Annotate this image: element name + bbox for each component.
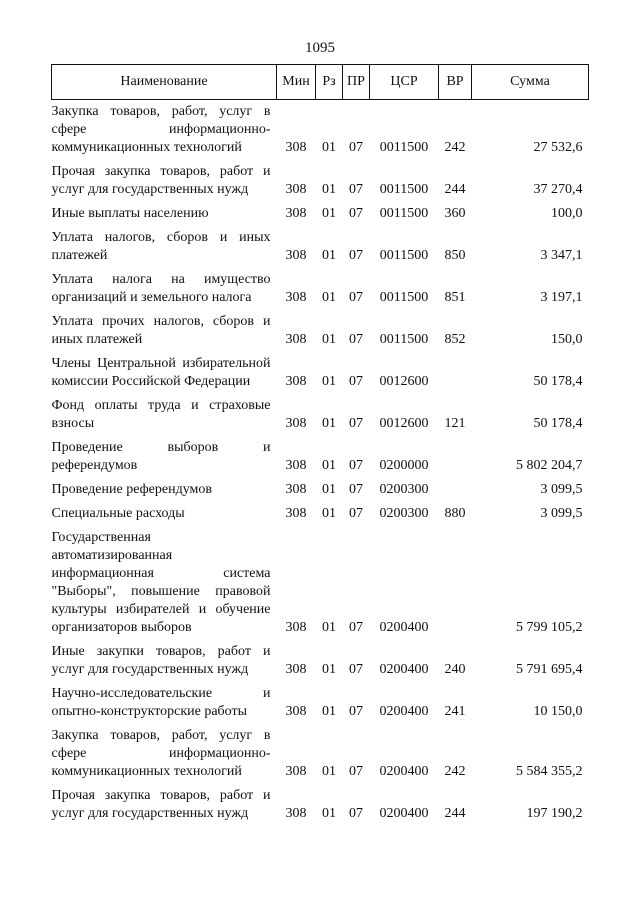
- cell-csr: 0011500: [379, 290, 429, 305]
- cell-rz: 01: [322, 662, 336, 677]
- cell-csr: 0200000: [379, 458, 429, 473]
- cell-name: Прочая закупка товаров, работ и услуг для государственных нужд: [51, 164, 271, 197]
- table-row: [52, 682, 589, 724]
- cell-csr: 0200400: [379, 806, 429, 821]
- cell-rz: 01: [322, 704, 336, 719]
- cell-rz: 01: [322, 248, 336, 263]
- cell-vr: 244: [444, 806, 466, 821]
- cell-vr: 880: [444, 506, 466, 521]
- cell-csr: 0011500: [379, 206, 429, 221]
- cell-csr: 0200400: [379, 662, 429, 677]
- column-header-sum: Сумма: [472, 65, 589, 100]
- cell-csr: 0200400: [379, 764, 429, 779]
- cell-sum: 50 178,4: [533, 374, 583, 389]
- cell-sum: 5 799 105,2: [516, 620, 583, 635]
- cell-pr: 07: [349, 332, 363, 347]
- cell-vr: 244: [444, 182, 466, 197]
- cell-name: Иные закупки товаров, работ и услуг для государственных нужд: [51, 644, 271, 677]
- budget-table: [51, 64, 589, 826]
- cell-pr: 07: [349, 374, 363, 389]
- cell-vr: [439, 436, 472, 478]
- cell-name: Члены Центральной избирательной комиссии Российской Федерации: [51, 356, 271, 389]
- cell-name: Прочая закупка товаров, работ и услуг для государственных нужд: [51, 788, 271, 821]
- cell-pr: 07: [349, 482, 363, 497]
- cell-pr: 07: [349, 182, 363, 197]
- cell-csr: 0200300: [379, 506, 429, 521]
- cell-vr: 852: [444, 332, 466, 347]
- table-row: [52, 640, 589, 682]
- cell-sum: 50 178,4: [533, 416, 583, 431]
- cell-min: 308: [285, 290, 307, 305]
- cell-rz: 01: [322, 458, 336, 473]
- cell-vr: 241: [444, 704, 466, 719]
- cell-pr: 07: [349, 416, 363, 431]
- column-header-name: Наименование: [52, 65, 277, 100]
- cell-csr: 0012600: [379, 416, 429, 431]
- cell-csr: 0200400: [379, 704, 429, 719]
- cell-name: Уплата налогов, сборов и иных платежей: [51, 230, 271, 263]
- cell-name: Проведение референдумов: [51, 482, 212, 497]
- table-row: [52, 268, 589, 310]
- cell-pr: 07: [349, 248, 363, 263]
- cell-rz: 01: [322, 290, 336, 305]
- cell-min: 308: [285, 704, 307, 719]
- table-row: [52, 436, 589, 478]
- cell-rz: 01: [322, 806, 336, 821]
- cell-csr: 0012600: [379, 374, 429, 389]
- cell-csr: 0011500: [379, 140, 429, 155]
- table-row: [52, 202, 589, 226]
- cell-min: 308: [285, 662, 307, 677]
- table-row: [52, 160, 589, 202]
- cell-pr: 07: [349, 806, 363, 821]
- table-row: [52, 724, 589, 784]
- cell-name: Закупка товаров, работ, услуг в сфере информационно-коммуникационных технологий: [51, 104, 271, 155]
- cell-sum: 197 190,2: [526, 806, 583, 821]
- cell-pr: 07: [349, 140, 363, 155]
- column-header-vr: ВР: [439, 65, 472, 100]
- table-row: [52, 502, 589, 526]
- cell-vr: 360: [444, 206, 466, 221]
- table-row: [52, 100, 589, 161]
- cell-sum: 5 584 355,2: [516, 764, 583, 779]
- cell-sum: 3 197,1: [540, 290, 583, 305]
- cell-pr: 07: [349, 506, 363, 521]
- cell-vr: [439, 526, 472, 640]
- cell-min: 308: [285, 374, 307, 389]
- column-header-min: Мин: [277, 65, 316, 100]
- cell-min: 308: [285, 620, 307, 635]
- table-row: [52, 784, 589, 826]
- cell-vr: 121: [444, 416, 466, 431]
- cell-rz: 01: [322, 620, 336, 635]
- cell-min: 308: [285, 806, 307, 821]
- cell-sum: 5 802 204,7: [516, 458, 583, 473]
- table-row: [52, 310, 589, 352]
- cell-name: Иные выплаты населению: [51, 206, 209, 221]
- cell-sum: 3 099,5: [540, 506, 583, 521]
- cell-pr: 07: [349, 764, 363, 779]
- cell-csr: 0011500: [379, 248, 429, 263]
- cell-rz: 01: [322, 764, 336, 779]
- table-row: [52, 394, 589, 436]
- cell-rz: 01: [322, 206, 336, 221]
- cell-csr: 0011500: [379, 332, 429, 347]
- page-number: 1095: [305, 40, 335, 56]
- cell-pr: 07: [349, 662, 363, 677]
- cell-csr: 0200400: [379, 620, 429, 635]
- cell-pr: 07: [349, 620, 363, 635]
- cell-vr: 240: [444, 662, 466, 677]
- cell-sum: 27 532,6: [533, 140, 583, 155]
- cell-min: 308: [285, 182, 307, 197]
- cell-vr: 242: [444, 140, 466, 155]
- cell-min: 308: [285, 206, 307, 221]
- cell-sum: 150,0: [551, 332, 583, 347]
- table-row: [52, 352, 589, 394]
- cell-rz: 01: [322, 506, 336, 521]
- cell-pr: 07: [349, 704, 363, 719]
- cell-min: 308: [285, 332, 307, 347]
- cell-name: Закупка товаров, работ, услуг в сфере информационно-коммуникационных технологий: [51, 728, 271, 779]
- cell-sum: 5 791 695,4: [516, 662, 583, 677]
- cell-vr: 851: [444, 290, 466, 305]
- cell-min: 308: [285, 248, 307, 263]
- cell-rz: 01: [322, 482, 336, 497]
- cell-pr: 07: [349, 290, 363, 305]
- table-body: [52, 100, 589, 827]
- cell-min: 308: [285, 764, 307, 779]
- cell-rz: 01: [322, 332, 336, 347]
- cell-rz: 01: [322, 182, 336, 197]
- cell-name: Фонд оплаты труда и страховые взносы: [51, 398, 271, 431]
- cell-sum: 100,0: [551, 206, 583, 221]
- table-row: [52, 478, 589, 502]
- cell-sum: 10 150,0: [533, 704, 583, 719]
- cell-name: Специальные расходы: [51, 506, 185, 521]
- cell-pr: 07: [349, 458, 363, 473]
- cell-csr: 0200300: [379, 482, 429, 497]
- cell-rz: 01: [322, 374, 336, 389]
- cell-vr: 242: [444, 764, 466, 779]
- cell-rz: 01: [322, 140, 336, 155]
- table-header-row: [52, 65, 589, 100]
- cell-sum: 3 099,5: [540, 482, 583, 497]
- cell-min: 308: [285, 416, 307, 431]
- cell-name: Научно-исследовательские и опытно-конструкторские работы: [51, 686, 271, 719]
- table-row: [52, 226, 589, 268]
- cell-csr: 0011500: [379, 182, 429, 197]
- cell-min: 308: [285, 458, 307, 473]
- cell-vr: 850: [444, 248, 466, 263]
- cell-name: Уплата налога на имущество организаций и земельного налога: [51, 272, 271, 305]
- cell-rz: 01: [322, 416, 336, 431]
- cell-sum: 3 347,1: [540, 248, 583, 263]
- cell-min: 308: [285, 482, 307, 497]
- cell-min: 308: [285, 506, 307, 521]
- cell-name: Государственная автоматизированная информационная система "Выборы", повышение правовой культуры избирателей и обучение организаторов выборов: [51, 530, 271, 635]
- table-row: [52, 526, 589, 640]
- cell-vr: [439, 352, 472, 394]
- cell-name: Уплата прочих налогов, сборов и иных платежей: [51, 314, 271, 347]
- cell-sum: 37 270,4: [533, 182, 583, 197]
- cell-min: 308: [285, 140, 307, 155]
- cell-pr: 07: [349, 206, 363, 221]
- cell-name: Проведение выборов и референдумов: [51, 440, 271, 473]
- column-header-csr: ЦСР: [370, 65, 439, 100]
- column-header-rz: Рз: [316, 65, 343, 100]
- column-header-pr: ПР: [343, 65, 370, 100]
- cell-vr: [439, 478, 472, 502]
